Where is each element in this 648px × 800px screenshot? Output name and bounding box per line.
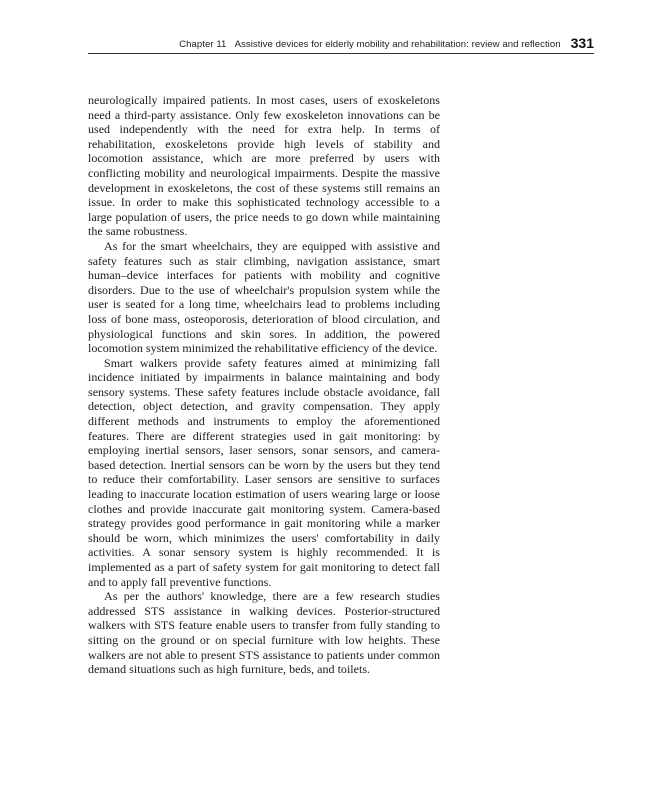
page-number: 331: [570, 35, 594, 51]
running-header-text: [179, 39, 561, 50]
body-text: [88, 93, 440, 677]
paragraph-2: As for the smart wheelchairs, they are equipped with assistive and safety features such as stair climbing, navigation assistance, smart human–device interfaces for patients with mobility and cognitive disorders. Due to the use of wheelchair's propulsion system while the user is seated for a long time, wheelchairs lead to problems including loss of bone mass, osteoporosis, deterioration of blood circulation, and physiological functions and skin sores. In addition, the powered locomotion system minimized the rehabilitative efficiency of the device.: [88, 238, 440, 356]
chapter-label: Chapter 11: [179, 39, 227, 50]
paragraph-1: neurologically impaired patients. In most cases, users of exoskeletons need a third-party assistance. Only few exoskeleton innovations can be used independently with the need for extra help. In terms of rehabilitation, exoskeletons provide high levels of stability and locomotion assistance, which are more preferred by users with conflicting mobility and neurological impairments. Despite the massive development in exoskeletons, the cost of these systems still remains an issue. In order to make this sophisticated technology accessible to a large population of users, the price needs to go down while maintaining the same robustness.: [88, 93, 440, 239]
paragraph-4: As per the authors' knowledge, there are a few research studies addressed STS assistance in walking devices. Posterior-structured walkers with STS feature enable users to transfer from fully standing to sitting on the ground or on special furniture with low heights. These walkers are not able to present STS assistance to patients under common demand situations such as high furniture, beds, and toilets.: [88, 589, 440, 677]
paragraph-3: Smart walkers provide safety features aimed at minimizing fall incidence initiated by impairments in balance maintaining and body sensory systems. These safety features include obstacle avoidance, fall detection, object detection, and gravity compensation. They apply different methods and instruments to employ the aforementioned features. There are different strategies used in gait monitoring: by employing inertial sensors, laser sensors, sonar sensors, and camera-based detection. Inertial sensors can be worn by the users but they tend to reduce their comfortability. Laser sensors are sensitive to surfaces leading to inaccurate location estimation of users wearing large or loose clothes and provide inaccurate gait monitoring system. Camera-based strategy provides good performance in gait monitoring while a marker should be worn, which minimizes the users' comfortability in daily activities. A sonar sensory system is highly recommended. It is implemented as a part of safety system for gait monitoring to detect fall and to apply fall preventive functions.: [88, 355, 440, 589]
chapter-title: Assistive devices for elderly mobility and rehabilitation: review and reflection: [234, 39, 561, 50]
running-header: [88, 34, 594, 54]
